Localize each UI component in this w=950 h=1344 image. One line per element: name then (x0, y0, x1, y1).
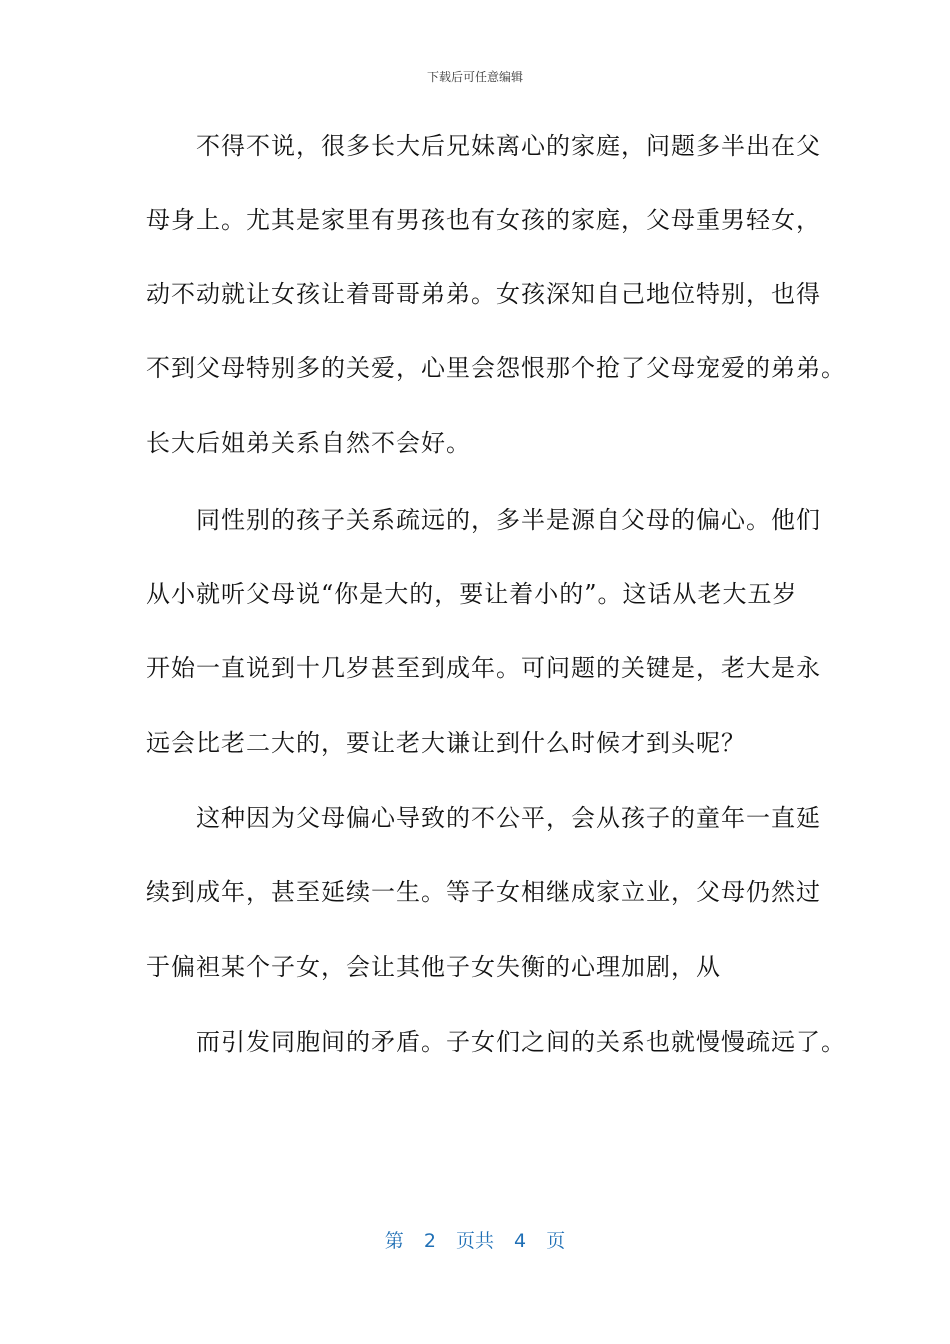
total-pages-number: 4 (514, 1230, 527, 1252)
current-page-number: 2 (423, 1230, 436, 1252)
body-line-10: 这种因为父母偏心导致的不公平，会从孩子的童年一直延 (146, 804, 821, 832)
body-line-7: 从小就听父母说“你是大的，要让着小的”。这话从老大五岁 (146, 580, 798, 608)
footer-middle: 页共 (455, 1230, 494, 1252)
body-line-5: 长大后姐弟关系自然不会好。 (146, 429, 471, 457)
page-footer (0, 1226, 950, 1253)
footer-prefix: 第 (384, 1230, 404, 1252)
body-line-9: 远会比老二大的，要让老大谦让到什么时候才到头呢？ (146, 729, 746, 757)
body-line-6: 同性别的孩子关系疏远的，多半是源自父母的偏心。他们 (146, 506, 821, 534)
body-line-12: 于偏袒某个子女，会让其他子女失衡的心理加剧，从 (146, 953, 721, 981)
body-line-2: 母身上。尤其是家里有男孩也有女孩的家庭，父母重男轻女， (146, 206, 821, 234)
body-line-11: 续到成年，甚至延续一生。等子女相继成家立业，父母仍然过 (146, 878, 821, 906)
body-line-3: 动不动就让女孩让着哥哥弟弟。女孩深知自己地位特别，也得 (146, 280, 821, 308)
body-line-4: 不到父母特别多的关爱，心里会怨恨那个抢了父母宠爱的弟弟。 (146, 354, 846, 382)
body-line-8: 开始一直说到十几岁甚至到成年。可问题的关键是，老大是永 (146, 654, 821, 682)
footer-suffix: 页 (546, 1230, 566, 1252)
body-line-13: 而引发同胞间的矛盾。子女们之间的关系也就慢慢疏远了。 (146, 1028, 846, 1056)
body-line-1: 不得不说，很多长大后兄妹离心的家庭，问题多半出在父 (146, 132, 821, 160)
page-header: 下载后可任意编辑 (426, 70, 523, 84)
